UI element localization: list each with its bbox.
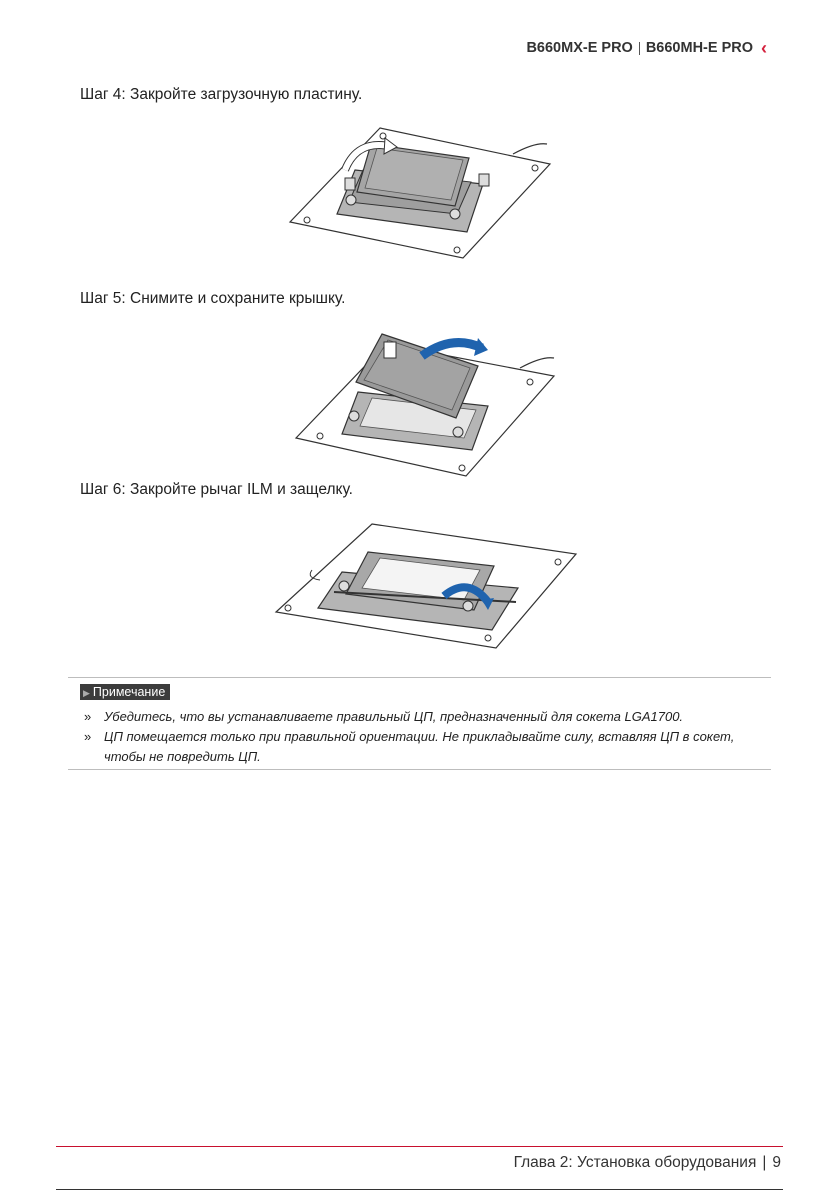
note-item (84, 727, 771, 767)
note-label-text: Примечание (92, 685, 166, 699)
triangle-right-icon: ▶ (83, 688, 90, 698)
note-label (80, 684, 170, 700)
footer-divider (56, 1189, 783, 1190)
step-4-caption: Шаг 4: Закройте загрузочную пластину. (80, 86, 363, 103)
note-item-text: ЦП помещается только при правильной ориентации. Не прикладывайте силу, вставляя ЦП в сокет, чтобы не повредить ЦП. (104, 729, 735, 764)
page-footer (514, 1154, 781, 1172)
step-5-caption: Шаг 5: Снимите и сохраните крышку. (80, 290, 346, 307)
note-box (68, 677, 771, 770)
step-6-caption: Шаг 6: Закройте рычаг ILM и защелку. (80, 481, 353, 498)
step-4-illustration (285, 122, 555, 264)
footer-separator: | (762, 1154, 767, 1171)
footer-divider-red (56, 1146, 783, 1147)
chapter-title: Глава 2: Установка оборудования (513, 1154, 757, 1171)
chevron-left-icon: ‹ (761, 38, 767, 58)
note-item-text: Убедитесь, что вы устанавливаете правильный ЦП, предназначенный для сокета LGA1700. (104, 709, 684, 724)
header-separator (639, 42, 640, 55)
page-header (526, 40, 767, 56)
page-number: 9 (772, 1154, 781, 1171)
double-chevron-icon: » (84, 729, 92, 744)
step-5-illustration (292, 326, 562, 480)
model-name-a: B660MX-E PRO (526, 40, 633, 56)
note-item (84, 707, 771, 727)
model-name-b: B660MH-E PRO (645, 40, 753, 56)
step-6-illustration (272, 520, 580, 652)
note-list (68, 707, 771, 767)
double-chevron-icon: » (84, 709, 92, 724)
